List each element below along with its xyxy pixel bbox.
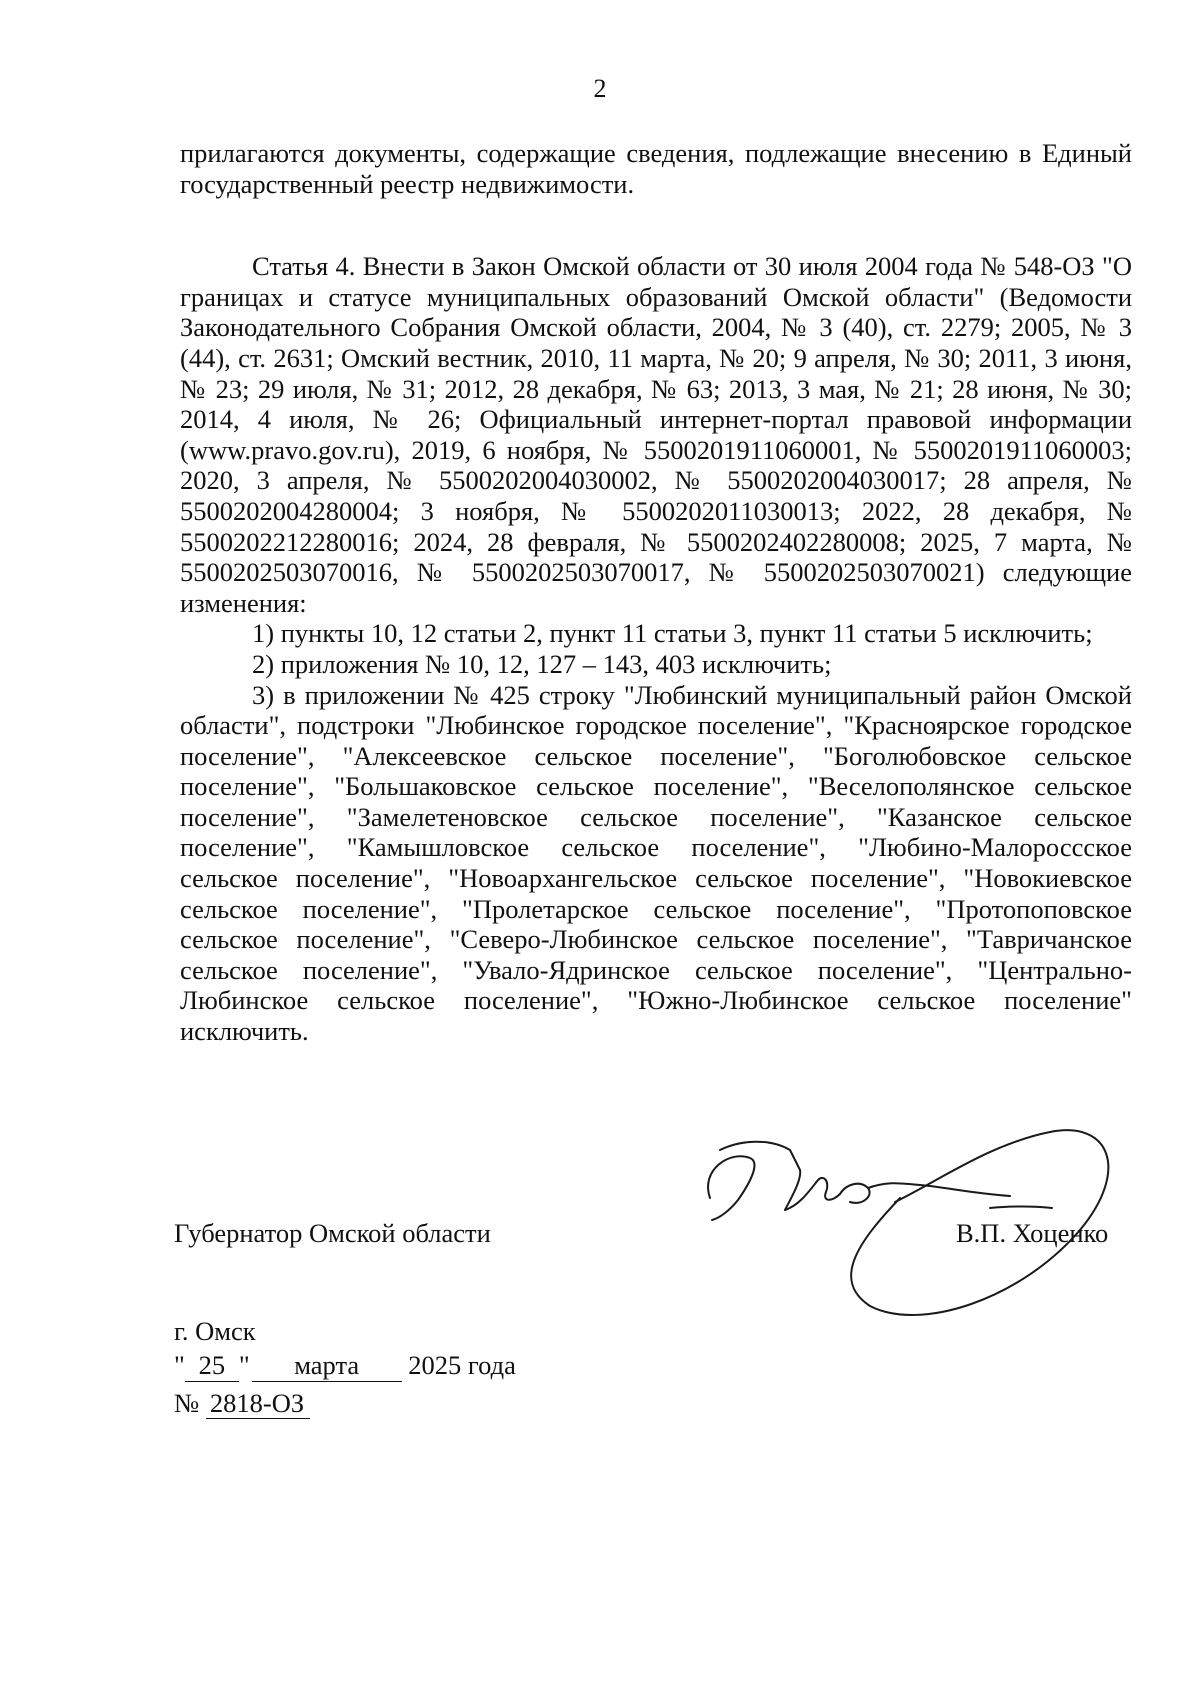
article-4-paragraph: Статья 4. Внести в Закон Омской области от 30 июля 2004 года № 548-ОЗ "О границах и статусе муниципальных образований Омской области" (Ведомости Законодательного Собрания Омской области, 2004, № 3 (40), ст. 2279; 2005, № 3 (44), ст. 2631; Омский вестник, 2010, 11 марта, № 20; 9 апреля, № 30; 2011, 3 июня, № 23; 29 июля, № 31; 2012, 28 декабря, № 63; 2013, 3 мая, № 21; 28 июня, № 30; 2014, 4 июля, № 26; Официальный интернет-портал правовой информации (www.pravo.gov.ru), 2019, 6 ноября, № 5500201911060001, № 5500201911060003; 2020, 3 апреля, № 5500202004030002, № 5500202004030017; 28 апреля, № 5500202004280004; 3 ноября, № 5500202011030013; 2022, 28 декабря, № 5500202212280016; 2024, 28 февраля, № 5500202402280008; 2025, 7 марта, № 5500202503070016, № 5500202503070017, № 5500202503070021) следующие изменения:	[180, 251, 1132, 618]
amendment-item-3: 3) в приложении № 425 строку "Любинский муниципальный район Омской области", подстроки "Любинское городское поселение", "Красноярское городское поселение", "Алексеевское сельское поселение", "Боголюбовское сельское поселение", "Большаковское сельское поселение", "Веселополянское сельское поселение", "Замелетеновское сельское поселение", "Казанское сельское поселение", "Камышловское сельское поселение", "Любино-Малороссское сельское поселение", "Новоархангельское сельское поселение", "Новокиевское сельское поселение", "Пролетарское сельское поселение", "Протопоповское сельское поселение", "Северо-Любинское сельское поселение", "Тавричанское сельское поселение", "Увало-Ядринское сельское поселение", "Центрально-Любинское сельское поселение", "Южно-Любинское сельское поселение" исключить.	[180, 679, 1132, 1047]
quote-open: "	[174, 1350, 185, 1380]
page-number: 2	[593, 74, 607, 103]
date-month: марта	[252, 1350, 402, 1382]
governor-name: В.П. Хоценко	[956, 1218, 1109, 1248]
place-of-signing: г. Омск	[174, 1316, 256, 1346]
document-body	[180, 138, 1132, 1047]
quote-close: "	[238, 1350, 250, 1380]
date-year: 2025 года	[408, 1350, 516, 1380]
number-prefix: №	[174, 1388, 200, 1418]
number-value: 2818-ОЗ	[206, 1388, 310, 1419]
law-number	[174, 1388, 310, 1419]
amendment-item-2: 2) приложения № 10, 12, 127 – 143, 403 исключить;	[252, 648, 832, 679]
amendment-item-1: 1) пункты 10, 12 статьи 2, пункт 11 статьи 3, пункт 11 статьи 5 исключить;	[252, 618, 1093, 649]
paragraph-continuation: прилагаются документы, содержащие сведения, подлежащие внесению в Единый государственный реестр недвижимости.	[180, 138, 1132, 199]
governor-title: Губернатор Омской области	[174, 1218, 491, 1248]
signing-date	[174, 1350, 516, 1382]
date-day: 25	[185, 1350, 239, 1382]
